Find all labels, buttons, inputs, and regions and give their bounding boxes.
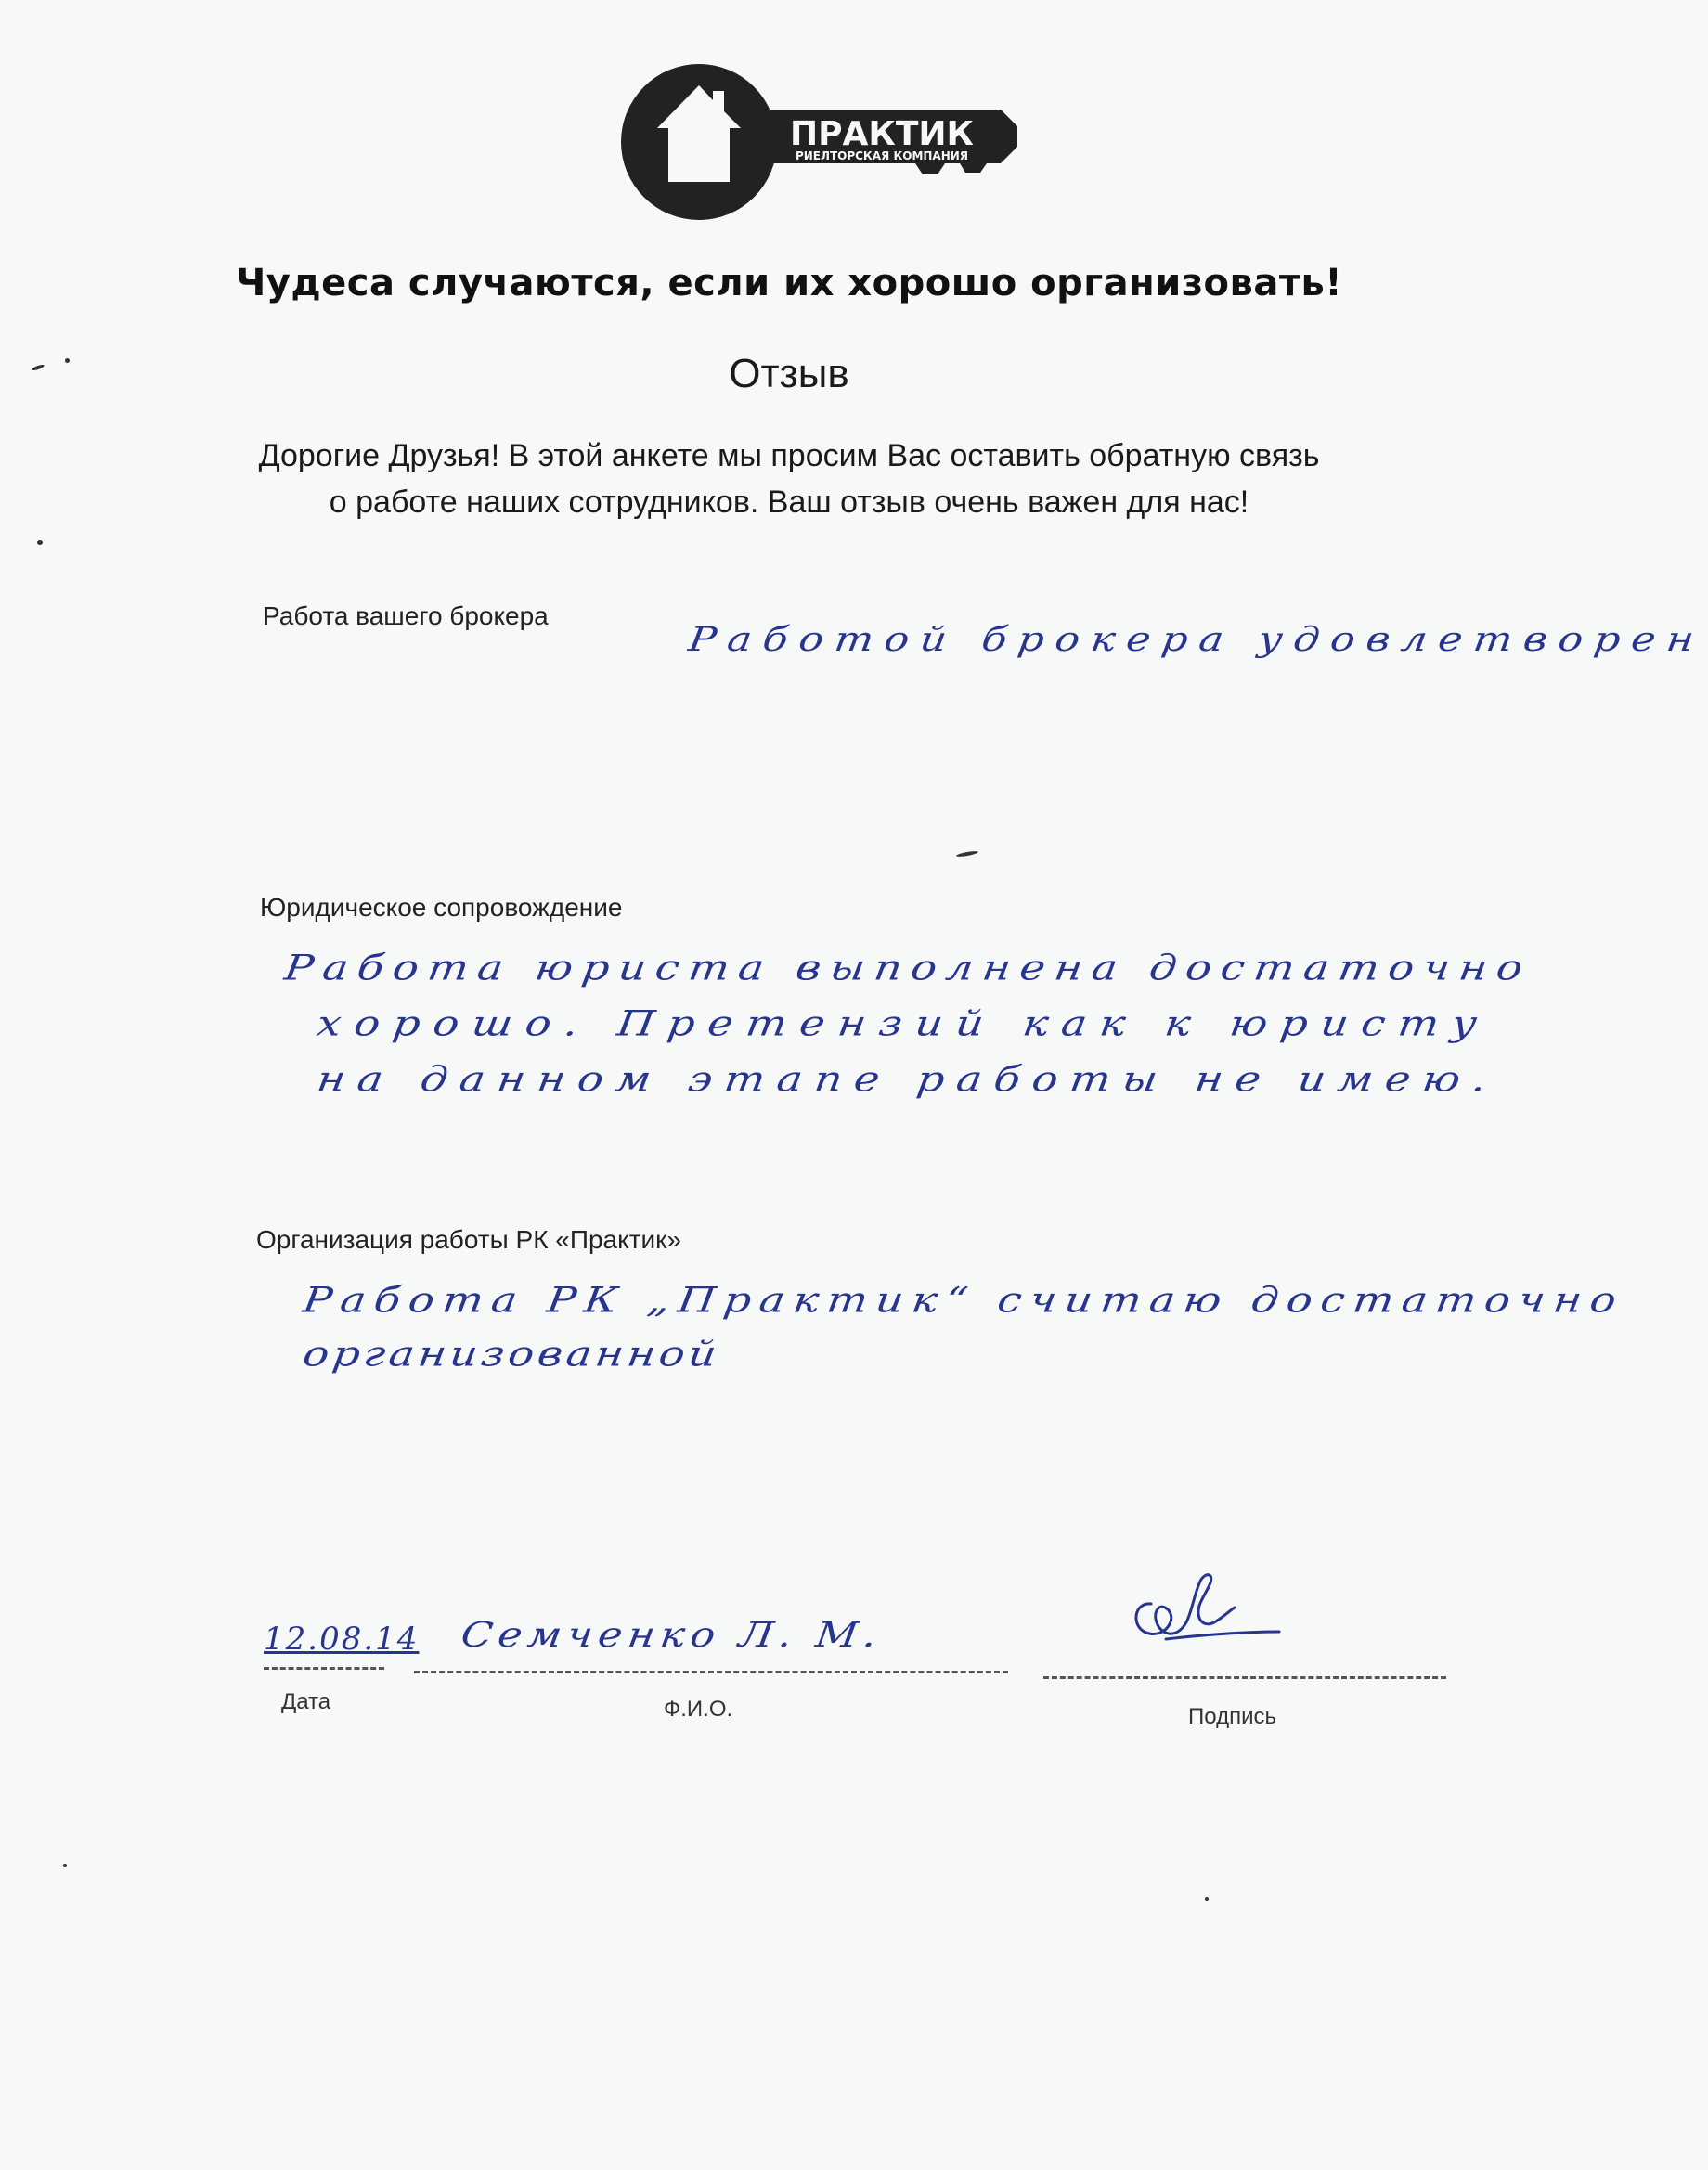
- slogan: Чудеса случаются, если их хорошо организовать!: [235, 262, 1343, 304]
- section-label-legal: Юридическое сопровождение: [260, 893, 623, 922]
- signature-caption: Подпись: [1188, 1704, 1276, 1729]
- section-label-organization: Организация работы РК «Практик»: [256, 1225, 681, 1254]
- answer-broker-line-1: Работой брокера удовлетворен: [686, 620, 1708, 659]
- handwritten-signature: [1114, 1567, 1300, 1669]
- logo-brand-name: ПРАКТИК: [790, 115, 974, 153]
- name-caption: Ф.И.О.: [664, 1697, 733, 1722]
- name-value: Семченко Л. М.: [458, 1615, 886, 1656]
- scan-speck: [37, 540, 43, 545]
- answer-legal-line-1: Работа юриста выполнена достаточно: [281, 947, 1535, 988]
- signature-line: [1043, 1676, 1446, 1679]
- document-title: Отзыв: [729, 351, 849, 396]
- scan-speck: [65, 358, 70, 363]
- logo-brand-subtitle: РИЕЛТОРСКАЯ КОМПАНИЯ: [795, 149, 969, 162]
- answer-organization-line-1: Работа РК „Практик“ считаю достаточно: [300, 1279, 1627, 1321]
- company-logo: [620, 63, 1019, 221]
- intro-text: [0, 433, 1578, 525]
- answer-legal-line-2: хорошо. Претензий как к юристу: [314, 1002, 1493, 1044]
- scan-speck: [63, 1864, 67, 1867]
- answer-legal-line-3: на данном этапе работы не имею.: [314, 1058, 1501, 1100]
- answer-organization-line-2: организованной: [300, 1333, 723, 1375]
- scan-speck: [1205, 1897, 1209, 1901]
- date-caption: Дата: [281, 1689, 331, 1714]
- name-line: [414, 1671, 1008, 1673]
- intro-line-2: о работе наших сотрудников. Ваш отзыв очень важен для нас!: [329, 484, 1249, 520]
- section-label-broker: Работа вашего брокера: [263, 601, 549, 630]
- date-line: [264, 1667, 384, 1670]
- scan-speck: [956, 850, 978, 858]
- intro-line-1: Дорогие Друзья! В этой анкете мы просим Вас оставить обратную связь: [258, 438, 1320, 473]
- date-value: 12.08.14: [264, 1621, 420, 1658]
